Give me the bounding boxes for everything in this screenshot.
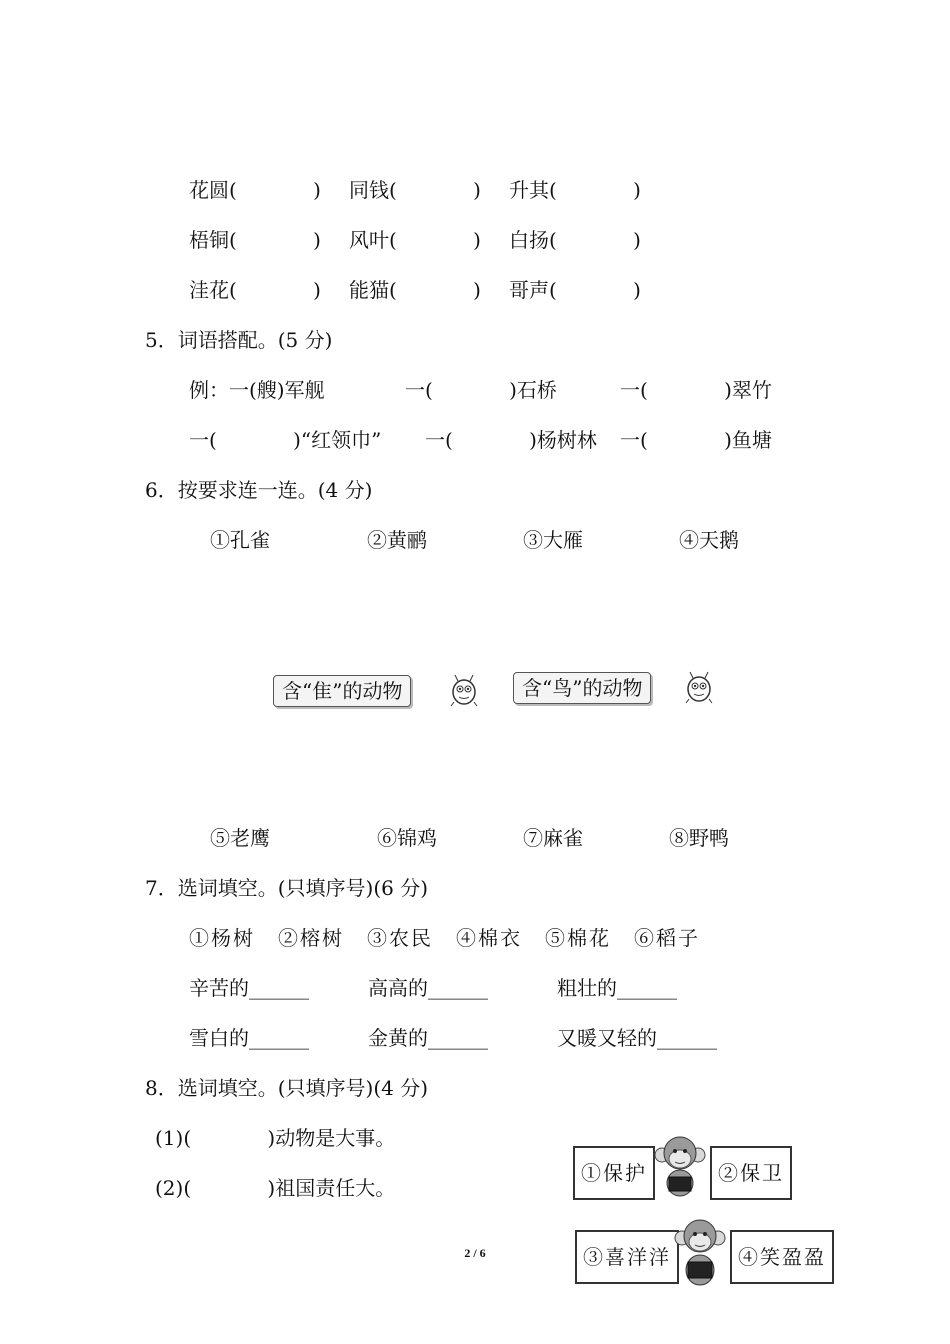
monkey-icon	[652, 1133, 708, 1199]
q6-animal: ④天鹅	[679, 528, 739, 552]
q4-item: 花圆( )	[189, 178, 321, 202]
q6-animal: ③大雁	[523, 528, 583, 552]
fill-blank: 又暖又轻的______	[557, 1026, 717, 1050]
fill-blank: 高高的______	[368, 976, 488, 1000]
q4-item: 哥声( )	[509, 278, 641, 302]
page-number: 2 / 6	[464, 1246, 486, 1260]
q4-item: 白扬( )	[509, 228, 641, 252]
fill-blank: 金黄的______	[368, 1026, 488, 1050]
word-box: ①保护	[573, 1146, 655, 1200]
fill-blank: 辛苦的______	[189, 976, 309, 1000]
q5-item: 一( )“红领巾”	[189, 428, 382, 452]
q6-animal: ⑦麻雀	[523, 826, 583, 850]
q4-item: 洼花( )	[189, 278, 321, 302]
q6-animal: ⑤老鹰	[210, 826, 270, 850]
q5-example: 例：一(艘)军舰	[189, 378, 325, 402]
q5-item: 一( )翠竹	[620, 378, 772, 402]
q4-item: 升其( )	[509, 178, 641, 202]
question-title: 5．词语搭配。(5 分)	[145, 328, 333, 352]
q6-animal: ②黄鹂	[367, 528, 427, 552]
q4-item: 梧铜( )	[189, 228, 321, 252]
category-tag-niao: 含“鸟”的动物	[513, 672, 651, 704]
fill-blank: 雪白的______	[189, 1026, 309, 1050]
word-box: ②保卫	[710, 1146, 792, 1200]
q4-item: 风叶( )	[349, 228, 481, 252]
q5-item: 一( )石桥	[405, 378, 557, 402]
bug-icon	[683, 669, 715, 705]
q8-sentence: (1)( )动物是大事。	[155, 1126, 396, 1150]
q6-animal: ⑧野鸭	[669, 826, 729, 850]
word-option: ④棉衣	[456, 926, 522, 950]
q5-item: 一( )杨树林	[425, 428, 597, 452]
q6-animal: ①孔雀	[210, 528, 270, 552]
word-box: ③喜洋洋	[575, 1230, 679, 1284]
bug-icon	[448, 672, 480, 708]
category-tag-zhui: 含“隹”的动物	[273, 675, 411, 707]
word-option: ②榕树	[278, 926, 344, 950]
q6-animal: ⑥锦鸡	[377, 826, 437, 850]
question-title: 6．按要求连一连。(4 分)	[145, 478, 373, 502]
word-option: ⑥稻子	[634, 926, 700, 950]
q5-item: 一( )鱼塘	[620, 428, 772, 452]
fill-blank: 粗壮的______	[557, 976, 677, 1000]
question-title: 8．选词填空。(只填序号)(4 分)	[145, 1076, 429, 1100]
word-option: ③农民	[367, 926, 433, 950]
question-title: 7．选词填空。(只填序号)(6 分)	[145, 876, 429, 900]
q8-sentence: (2)( )祖国责任大。	[155, 1176, 396, 1200]
word-option: ⑤棉花	[545, 926, 611, 950]
q4-item: 能猫( )	[349, 278, 481, 302]
word-option: ①杨树	[189, 926, 255, 950]
word-box: ④笑盈盈	[730, 1230, 834, 1284]
q4-item: 同钱( )	[349, 178, 481, 202]
